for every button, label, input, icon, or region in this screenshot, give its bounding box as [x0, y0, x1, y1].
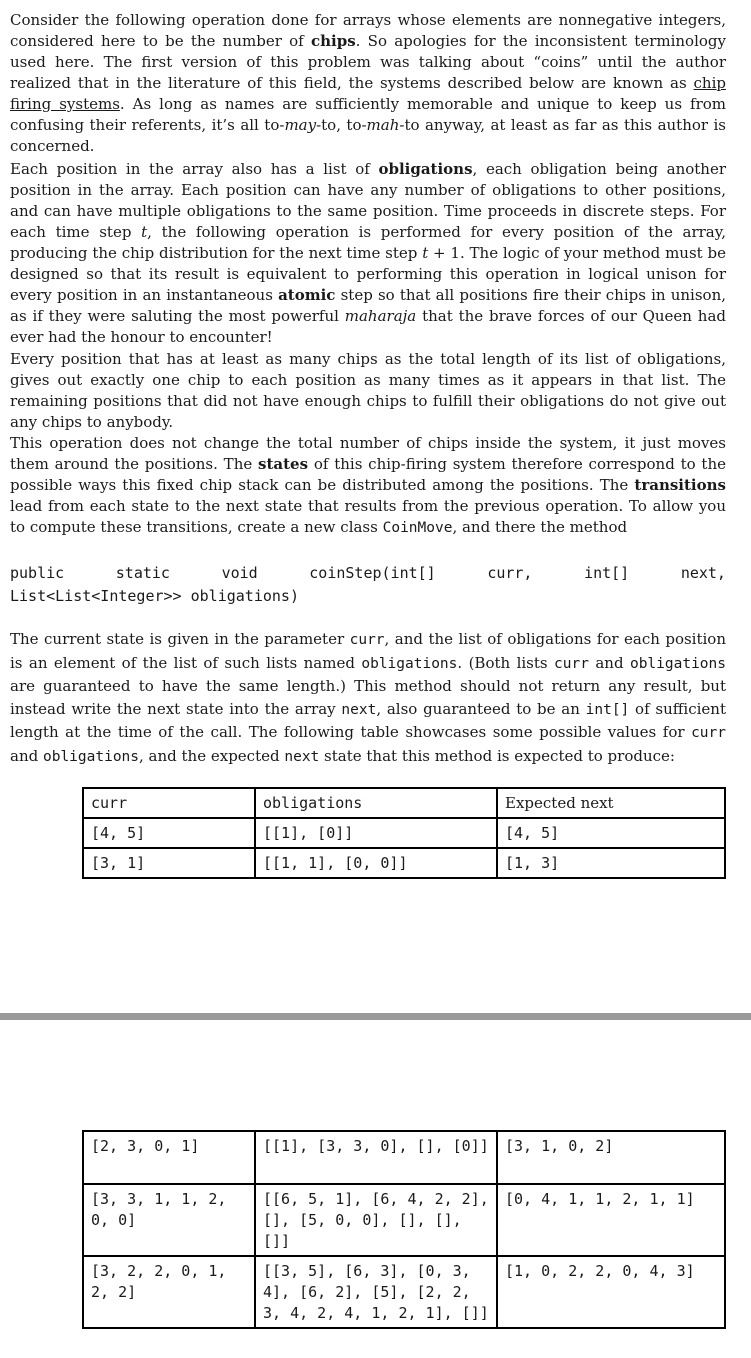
- examples-table-bottom: [82, 1130, 726, 1329]
- examples-table-top: [82, 787, 726, 879]
- cell-curr: [3, 3, 1, 1, 2, 0, 0]: [83, 1184, 255, 1256]
- signature-token: static: [115, 564, 170, 582]
- signature-token: coinStep(int[]: [309, 564, 436, 582]
- text: . As long as names are sufficiently memorable and unique to keep us from confusing their referents, it’s all to-: [10, 95, 726, 134]
- page-break-divider: [0, 1013, 751, 1020]
- chip-firing-link[interactable]: chip firing systems: [10, 74, 726, 113]
- cell-expected-next: [3, 1, 0, 2]: [497, 1131, 725, 1184]
- code-curr: curr: [554, 655, 589, 672]
- cell-obligations: [[6, 5, 1], [6, 4, 2, 2], [], [5, 0, 0], [], [], []]: [255, 1184, 497, 1256]
- term-transitions: transitions: [634, 476, 726, 494]
- text: are guaranteed to have the same length.) This method should not return any result, but instead write the next state into the array: [10, 677, 726, 718]
- cell-curr: [4, 5]: [83, 818, 255, 848]
- text: -to anyway, at least as far as this author is concerned.: [10, 116, 726, 155]
- header-expected-next: Expected next: [497, 788, 725, 818]
- paragraph-firing-rule: [10, 349, 726, 433]
- cell-curr: [2, 3, 0, 1]: [83, 1131, 255, 1184]
- text: that the brave forces of our Queen had ever had the honour to encounter!: [10, 307, 726, 346]
- table-row: [83, 1256, 725, 1328]
- signature-token: int[]: [584, 564, 630, 582]
- italic-may: may: [284, 116, 317, 134]
- text: and: [10, 746, 43, 765]
- code-int-array: int[]: [585, 701, 630, 718]
- header-obligations: obligations: [255, 788, 497, 818]
- table-row: [83, 818, 725, 848]
- code-curr: curr: [349, 632, 385, 648]
- table-row: [83, 1184, 725, 1256]
- text: step so that all positions fire their chips in unison, as if they were saluting the most powerful: [10, 286, 726, 325]
- text: Consider the following operation done for arrays whose elements are nonnegative integers, considered here to be the number of: [10, 11, 726, 50]
- paragraph-obligations: [10, 159, 726, 348]
- code-obligations: obligations: [42, 748, 140, 765]
- italic-maharaja: maharaja: [344, 307, 417, 325]
- signature-token: void: [221, 564, 258, 582]
- cell-obligations: [[3, 5], [6, 3], [0, 3, 4], [6, 2], [5], [2, 2, 3, 4, 2, 4, 1, 2, 1], []]: [255, 1256, 497, 1328]
- cell-curr: [3, 2, 2, 0, 1, 2, 2]: [83, 1256, 255, 1328]
- cell-curr: [3, 1]: [83, 848, 255, 878]
- code-obligations: obligations: [629, 655, 726, 672]
- header-curr: curr: [83, 788, 255, 818]
- text: of this chip-firing system therefore correspond to the possible ways this fixed chip stack can be distributed among the positions. The: [10, 455, 726, 494]
- code-classname: CoinMove: [382, 520, 453, 536]
- term-obligations: obligations: [378, 160, 473, 178]
- text: , also guaranteed to be an: [376, 699, 586, 718]
- signature-line-2: List<List<Integer>> obligations): [10, 587, 299, 605]
- cell-obligations: [[1], [0]]: [255, 818, 497, 848]
- cell-expected-next: [4, 5]: [497, 818, 725, 848]
- text: state that this method is expected to produce:: [319, 746, 675, 765]
- text: , and the list of obligations for each position is an element of the list of such lists named: [10, 630, 726, 672]
- text: , and the expected: [139, 746, 285, 765]
- italic-t: t: [422, 244, 429, 262]
- text: lead from each state to the next state that results from the previous operation. To allow you to compute these transitions, create a new class: [10, 497, 726, 536]
- text: . So apologies for the inconsistent terminology used here. The first version of this problem was talking about “coins” until the author realized that in the literature of this field, the systems described below are known as: [10, 32, 726, 92]
- table-row: [83, 1131, 725, 1184]
- paragraph-states: [10, 433, 726, 539]
- cell-expected-next: [0, 4, 1, 1, 2, 1, 1]: [497, 1184, 725, 1256]
- text: This operation does not change the total number of chips inside the system, it just moves them around the positions. The: [10, 434, 726, 473]
- text: The current state is given in the parameter: [10, 630, 350, 648]
- text: -to, to-: [316, 116, 367, 134]
- paragraph-parameters: [10, 628, 726, 768]
- cell-obligations: [[1], [3, 3, 0], [], [0]]: [255, 1131, 497, 1184]
- code-curr: curr: [691, 725, 726, 741]
- cell-expected-next: [1, 3]: [497, 848, 725, 878]
- text: and: [588, 653, 630, 672]
- text: Every position that has at least as many chips as the total length of its list of obligations, gives out exactly one chip to each position as many times as it appears in that list. The remaining positions that did not have enough chips to fulfill their obligations do not give out any chips to anybody.: [10, 350, 726, 431]
- term-chips: chips: [310, 32, 356, 50]
- italic-t: t: [141, 223, 148, 241]
- table-header-row: [83, 788, 725, 818]
- signature-token: public: [10, 564, 65, 582]
- text: , each obligation being another position in the array. Each position can have any number of obligations to other positions, and can have multiple obligations to the same position. Time proceeds in discrete steps. For each time step: [10, 160, 726, 241]
- method-signature: [10, 562, 726, 608]
- paragraph-intro: [10, 10, 726, 157]
- italic-mah: mah: [366, 116, 400, 134]
- text: + 1. The logic of your method must be designed so that its result is equivalent to performing this operation in logical unison for every position in an instantaneous: [10, 244, 726, 304]
- text: . (Both lists: [457, 653, 555, 672]
- cell-expected-next: [1, 0, 2, 2, 0, 4, 3]: [497, 1256, 725, 1328]
- signature-line-1: [10, 562, 726, 585]
- table-row: [83, 848, 725, 878]
- text: Each position in the array also has a list of: [10, 160, 379, 178]
- code-next: next: [284, 748, 320, 765]
- cell-obligations: [[1, 1], [0, 0]]: [255, 848, 497, 878]
- text: , the following operation is performed for every position of the array, producing the chip distribution for the next time step: [10, 223, 726, 262]
- signature-token: next,: [680, 564, 726, 582]
- term-atomic: atomic: [278, 286, 336, 304]
- term-states: states: [258, 455, 309, 473]
- text: of sufficient length at the time of the call. The following table showcases some possible values for: [10, 699, 726, 741]
- code-next: next: [341, 701, 377, 718]
- text: , and there the method: [452, 518, 628, 536]
- signature-token: curr,: [487, 564, 533, 582]
- code-obligations: obligations: [361, 655, 458, 672]
